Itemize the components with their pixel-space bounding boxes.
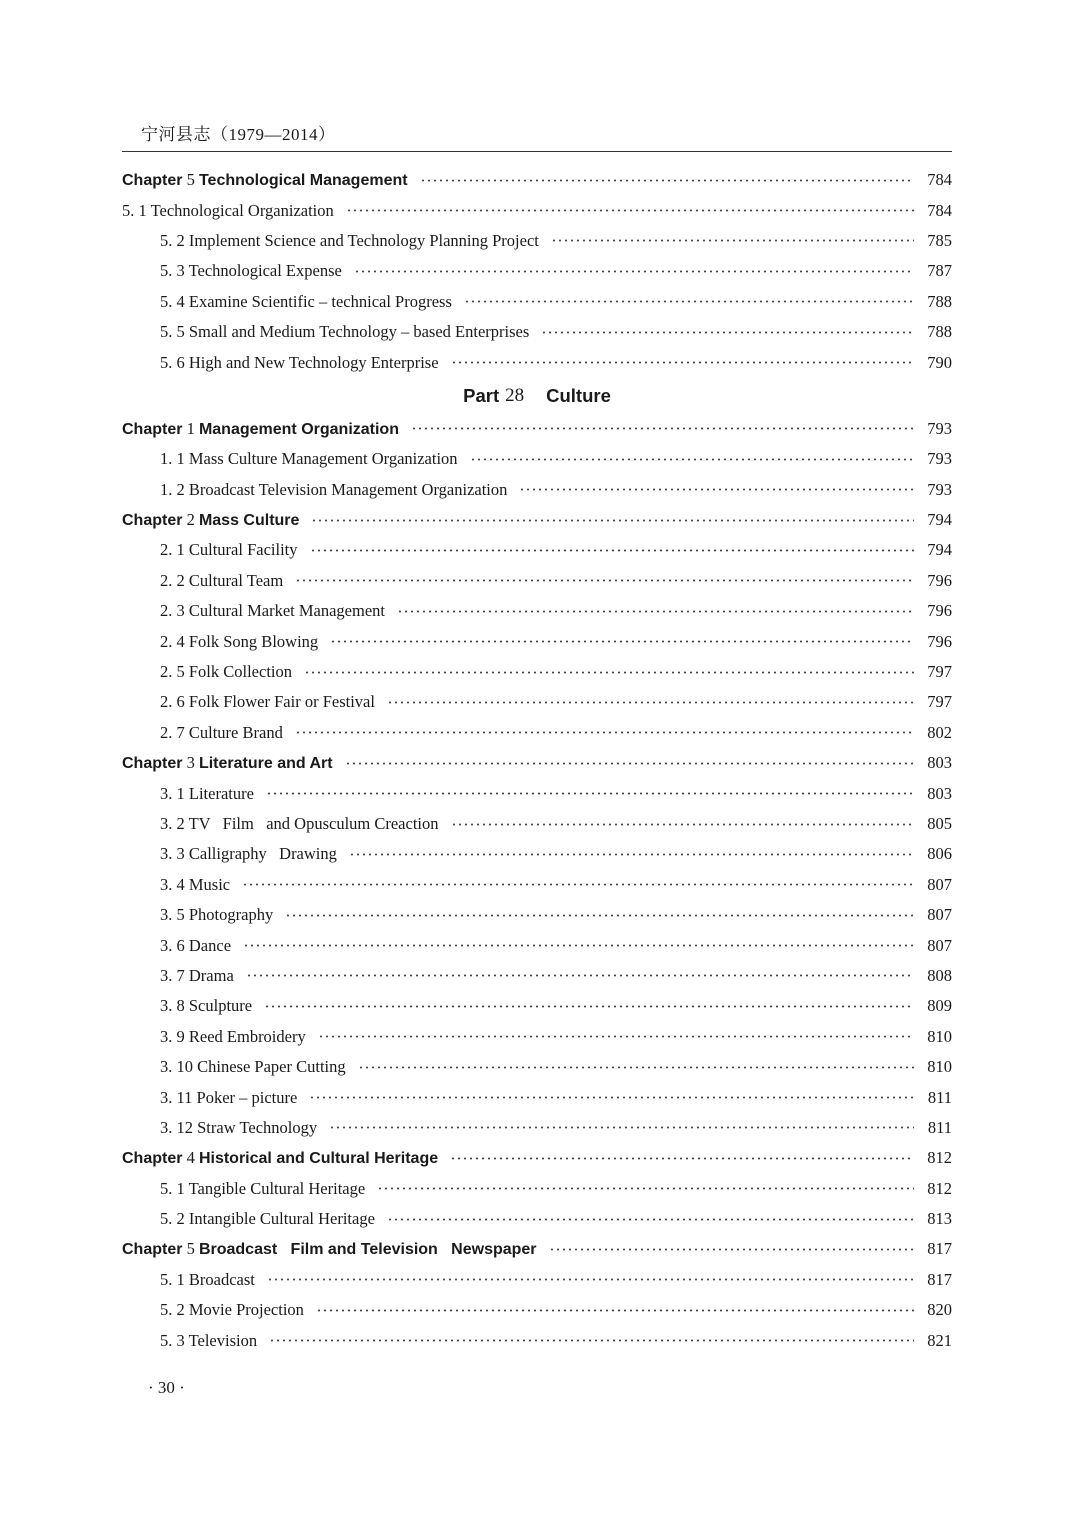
- toc-page-number: 805: [927, 814, 952, 833]
- toc-section-entry[interactable]: [122, 930, 952, 960]
- section-number: 5. 2: [160, 1209, 185, 1229]
- dot-leader: [451, 822, 915, 826]
- dot-leader: [267, 1278, 914, 1282]
- toc-page-number: 807: [927, 874, 952, 894]
- dot-leader: [354, 269, 914, 273]
- section-title: Folk Flower Fair or Festival: [188, 692, 375, 712]
- dot-leader: [304, 670, 914, 674]
- toc-chapter-entry[interactable]: [122, 165, 952, 195]
- chapter-number: 4: [186, 1148, 195, 1168]
- chapter-title: Literature and Art: [198, 755, 333, 773]
- toc-page-number: 807: [927, 905, 952, 925]
- section-title: Mass Culture Management Organization: [188, 449, 458, 469]
- toc-page-number: 813: [927, 1209, 952, 1229]
- chapter-title: Historical and Cultural Heritage: [198, 1150, 439, 1168]
- toc-chapter-entry[interactable]: [122, 1234, 952, 1264]
- dot-leader: [541, 330, 914, 334]
- section-number: 3. 7: [160, 965, 185, 985]
- section-number: 5. 4: [160, 291, 185, 311]
- dot-leader: [420, 178, 914, 182]
- dot-leader: [349, 852, 914, 856]
- section-number: 5. 2: [160, 230, 185, 250]
- section-number: 3. 5: [160, 905, 185, 925]
- section-title: Photography: [188, 905, 274, 925]
- dot-leader: [310, 548, 915, 552]
- dot-leader: [387, 700, 914, 704]
- toc-page-number: 794: [927, 540, 952, 560]
- section-number: 2. 3: [160, 601, 185, 621]
- toc-section-entry[interactable]: [122, 596, 952, 626]
- toc-page-number: 808: [927, 965, 952, 985]
- toc-section-entry[interactable]: [122, 839, 952, 869]
- section-number: 5. 2: [160, 1300, 185, 1320]
- toc-section-entry[interactable]: [122, 256, 952, 286]
- toc-section-entry[interactable]: [122, 961, 952, 991]
- toc-section-entry[interactable]: [122, 718, 952, 748]
- toc-page-number: 796: [927, 631, 952, 651]
- header-rule: [122, 151, 952, 152]
- section-title: Calligraphy Drawing: [188, 844, 337, 864]
- toc-page-number: 796: [927, 601, 952, 621]
- section-title: Reed Embroidery: [188, 1026, 306, 1046]
- toc-section-entry[interactable]: [122, 317, 952, 347]
- chapter-prefix: Chapter: [122, 420, 183, 438]
- toc-page-number: 793: [927, 418, 952, 438]
- dot-leader: [519, 488, 914, 492]
- dot-leader: [264, 1004, 914, 1008]
- toc-section-entry[interactable]: [122, 870, 952, 900]
- toc-page-number: 797: [927, 662, 952, 682]
- part-number: 28: [505, 384, 525, 406]
- section-number: 3. 1: [160, 783, 185, 803]
- dot-leader: [377, 1187, 914, 1191]
- section-number: 5. 3: [160, 1330, 185, 1350]
- section-title: Small and Medium Technology – based Enterprises: [188, 322, 530, 342]
- chapter-prefix: Chapter: [122, 512, 183, 530]
- section-number: 5. 5: [160, 322, 185, 342]
- toc-page-number: 810: [927, 1057, 952, 1077]
- toc-section-entry[interactable]: [122, 809, 952, 839]
- part-title: Culture: [546, 384, 611, 406]
- dot-leader: [551, 239, 914, 243]
- toc-section-entry[interactable]: [122, 1082, 952, 1112]
- toc-page-number: 809: [927, 996, 952, 1016]
- section-number: 2. 2: [160, 570, 185, 590]
- toc-page-number: 785: [927, 230, 952, 250]
- section-title: Broadcast: [188, 1269, 255, 1289]
- section-number: 2. 1: [160, 540, 185, 560]
- dot-leader: [285, 913, 914, 917]
- toc-section-entry[interactable]: [122, 687, 952, 717]
- section-title: Movie Projection: [188, 1300, 304, 1320]
- dot-leader: [329, 1126, 914, 1130]
- dot-leader: [387, 1217, 914, 1221]
- toc-page-number: 797: [927, 692, 952, 712]
- toc-section-entry[interactable]: [122, 475, 952, 505]
- toc-page-number: 794: [927, 510, 952, 530]
- section-number: 3. 3: [160, 844, 185, 864]
- toc-chapter-entry[interactable]: [122, 748, 952, 778]
- section-title: Examine Scientific – technical Progress: [188, 291, 452, 311]
- section-number: 1. 2: [160, 479, 185, 499]
- section-title: Technological Expense: [188, 261, 342, 281]
- section-number: 2. 4: [160, 631, 185, 651]
- chapter-number: 5: [186, 170, 195, 190]
- chapter-prefix: Chapter: [122, 755, 183, 773]
- toc-page-number: 788: [927, 291, 952, 311]
- toc-page-number: 806: [927, 844, 952, 864]
- toc-page-number: 820: [927, 1300, 952, 1320]
- dot-leader: [266, 792, 914, 796]
- dot-leader: [269, 1339, 914, 1343]
- page-number: · 30 ·: [148, 1378, 185, 1397]
- section-title: Cultural Market Management: [188, 601, 385, 621]
- toc-page-number: 784: [927, 200, 952, 220]
- section-number: 3. 4: [160, 874, 185, 894]
- section-title: Culture Brand: [188, 722, 283, 742]
- toc-page-number: 796: [927, 570, 952, 590]
- chapter-number: 3: [186, 753, 195, 773]
- section-number: 5. 1: [160, 1269, 185, 1289]
- toc-chapter-entry[interactable]: [122, 505, 952, 535]
- dot-leader: [330, 640, 914, 644]
- toc-section-entry[interactable]: [122, 195, 952, 225]
- section-number: 2. 6: [160, 692, 185, 712]
- toc-section-entry[interactable]: [122, 657, 952, 687]
- toc-section-entry[interactable]: [122, 444, 952, 474]
- dot-leader: [397, 609, 914, 613]
- running-header: 宁河县志（1979—2014）: [141, 125, 336, 144]
- section-number: 3. 8: [160, 996, 185, 1016]
- dot-leader: [464, 300, 914, 304]
- chapter-prefix: Chapter: [122, 172, 183, 190]
- toc-page-number: 811: [927, 1087, 952, 1107]
- toc-part-heading: [122, 378, 952, 414]
- toc-page-number: 817: [927, 1239, 952, 1259]
- toc-page-number: 787: [927, 261, 952, 281]
- section-title: High and New Technology Enterprise: [188, 352, 439, 372]
- toc-section-entry[interactable]: [122, 1022, 952, 1052]
- section-title: Folk Collection: [188, 662, 292, 682]
- dot-leader: [295, 731, 914, 735]
- toc-section-entry[interactable]: [122, 535, 952, 565]
- toc-section-entry[interactable]: [122, 1325, 952, 1355]
- section-number: 3. 10: [160, 1057, 193, 1077]
- section-number: 5. 6: [160, 352, 185, 372]
- section-title: Music: [188, 874, 231, 894]
- section-title: Dance: [188, 935, 232, 955]
- toc-page-number: 812: [927, 1148, 952, 1168]
- toc-section-entry[interactable]: [122, 1113, 952, 1143]
- toc-section-entry[interactable]: [122, 1174, 952, 1204]
- section-title: Cultural Team: [188, 570, 284, 590]
- toc-section-entry[interactable]: [122, 1295, 952, 1325]
- section-number: 2. 7: [160, 722, 185, 742]
- chapter-prefix: Chapter: [122, 1150, 183, 1168]
- dot-leader: [450, 1156, 914, 1160]
- dot-leader: [311, 518, 914, 522]
- toc-chapter-entry[interactable]: [122, 414, 952, 444]
- chapter-title: Technological Management: [198, 172, 408, 190]
- toc-page-number: 821: [927, 1330, 952, 1350]
- toc-section-entry[interactable]: [122, 1265, 952, 1295]
- toc-section-entry[interactable]: [122, 287, 952, 317]
- section-title: Sculpture: [188, 996, 253, 1016]
- section-number: 3. 11: [160, 1087, 193, 1107]
- toc-page-number: 817: [927, 1269, 952, 1289]
- section-title: Intangible Cultural Heritage: [188, 1209, 375, 1229]
- toc-page-number: 788: [927, 322, 952, 342]
- dot-leader: [345, 761, 914, 765]
- toc-section-entry[interactable]: [122, 566, 952, 596]
- chapter-number: 5: [186, 1239, 195, 1259]
- section-number: 5. 3: [160, 261, 185, 281]
- section-title: Straw Technology: [197, 1117, 318, 1137]
- toc-page-number: 790: [927, 352, 952, 372]
- part-prefix: Part: [463, 384, 500, 406]
- section-number: 5. 1: [160, 1178, 185, 1198]
- section-title: Folk Song Blowing: [188, 631, 319, 651]
- toc-section-entry[interactable]: [122, 778, 952, 808]
- section-number: 5. 1: [122, 200, 147, 220]
- toc-section-entry[interactable]: [122, 1052, 952, 1082]
- dot-leader: [246, 974, 914, 978]
- dot-leader: [470, 457, 914, 461]
- toc-page-number: 810: [927, 1026, 952, 1046]
- section-title: Poker – picture: [196, 1087, 298, 1107]
- section-title: Technological Organization: [150, 200, 334, 220]
- chapter-title: Broadcast Film and Television Newspaper: [198, 1241, 537, 1259]
- chapter-title: Mass Culture: [198, 512, 300, 530]
- toc-section-entry[interactable]: [122, 226, 952, 256]
- dot-leader: [295, 579, 914, 583]
- dot-leader: [451, 361, 914, 365]
- section-title: Implement Science and Technology Planning Project: [188, 230, 539, 250]
- dot-leader: [358, 1065, 914, 1069]
- toc-page-number: 803: [927, 783, 952, 803]
- dot-leader: [242, 883, 914, 887]
- chapter-number: 1: [186, 418, 195, 438]
- dot-leader: [411, 427, 914, 431]
- section-title: Drama: [188, 965, 234, 985]
- table-of-contents: [122, 165, 952, 1356]
- chapter-prefix: Chapter: [122, 1241, 183, 1259]
- dot-leader: [318, 1035, 914, 1039]
- section-title: TV Film and Opusculum Creaction: [188, 814, 439, 833]
- toc-section-entry[interactable]: [122, 991, 952, 1021]
- section-title: Broadcast Television Management Organization: [188, 479, 508, 499]
- section-number: 3. 6: [160, 935, 185, 955]
- toc-page-number: 807: [927, 935, 952, 955]
- chapter-number: 2: [186, 510, 195, 530]
- toc-section-entry[interactable]: [122, 626, 952, 656]
- section-number: 3. 12: [160, 1117, 193, 1137]
- toc-page-number: 784: [927, 170, 952, 190]
- section-number: 3. 9: [160, 1026, 185, 1046]
- section-title: Chinese Paper Cutting: [197, 1057, 346, 1077]
- section-title: Cultural Facility: [188, 540, 298, 560]
- section-number: 3. 2: [160, 814, 185, 833]
- dot-leader: [346, 209, 914, 213]
- toc-page-number: 802: [927, 722, 952, 742]
- toc-page-number: 793: [927, 449, 952, 469]
- dot-leader: [243, 944, 914, 948]
- toc-page-number: 812: [927, 1178, 952, 1198]
- section-title: Tangible Cultural Heritage: [188, 1178, 366, 1198]
- toc-section-entry[interactable]: [122, 347, 952, 377]
- chapter-title: Management Organization: [198, 420, 399, 438]
- toc-section-entry[interactable]: [122, 1204, 952, 1234]
- dot-leader: [309, 1096, 914, 1100]
- section-number: 1. 1: [160, 449, 185, 469]
- section-title: Literature: [188, 783, 254, 803]
- toc-page-number: 793: [927, 479, 952, 499]
- section-number: 2. 5: [160, 662, 185, 682]
- toc-section-entry[interactable]: [122, 900, 952, 930]
- toc-page-number: 803: [927, 753, 952, 773]
- dot-leader: [316, 1308, 914, 1312]
- toc-page-number: 811: [927, 1117, 952, 1137]
- section-title: Television: [188, 1330, 258, 1350]
- toc-chapter-entry[interactable]: [122, 1143, 952, 1173]
- dot-leader: [549, 1247, 914, 1251]
